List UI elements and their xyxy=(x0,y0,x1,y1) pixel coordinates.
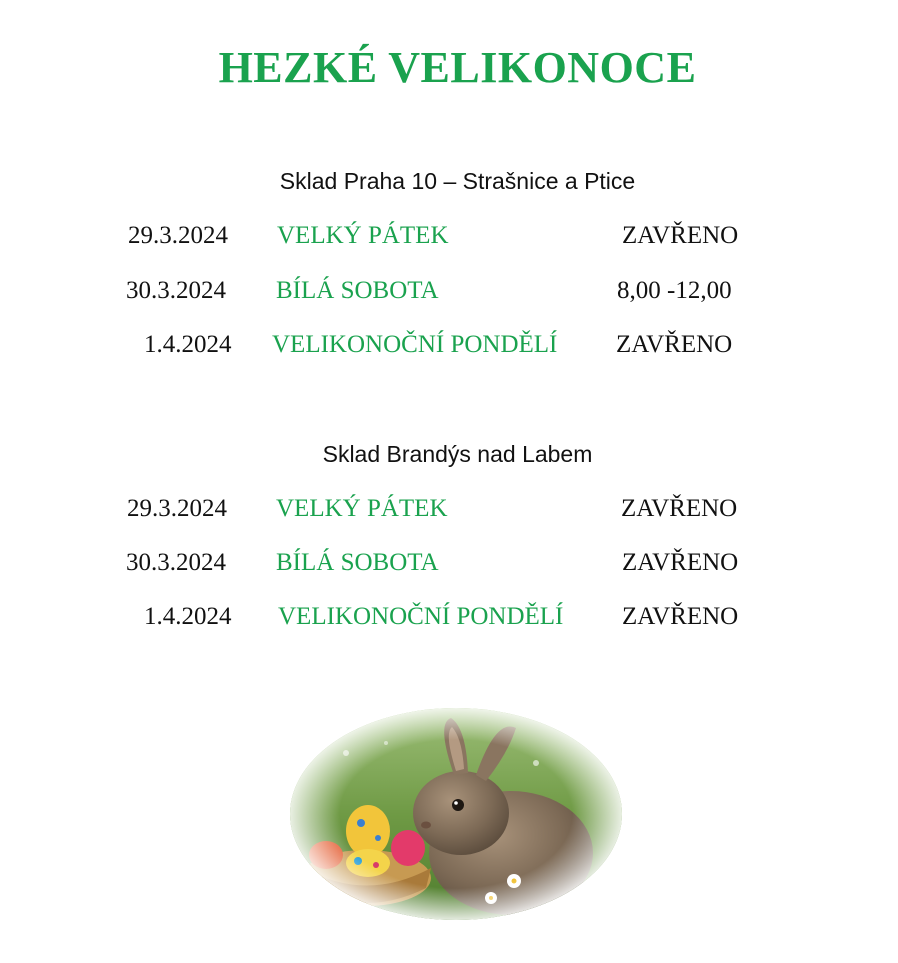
row-date: 30.3.2024 xyxy=(126,277,226,304)
row-day: VELKÝ PÁTEK xyxy=(276,495,448,522)
row-date: 29.3.2024 xyxy=(128,222,228,249)
row-status: ZAVŘENO xyxy=(622,222,739,249)
row-status: ZAVŘENO xyxy=(621,495,738,522)
row-day: BÍLÁ SOBOTA xyxy=(276,549,439,576)
section-heading-praha: Sklad Praha 10 – Strašnice a Ptice xyxy=(279,168,636,194)
row-day: VELIKONOČNÍ PONDĚLÍ xyxy=(278,603,564,630)
easter-bunny-image xyxy=(286,703,626,925)
row-status: ZAVŘENO xyxy=(622,549,739,576)
row-day: VELIKONOČNÍ PONDĚLÍ xyxy=(272,331,558,358)
row-date: 30.3.2024 xyxy=(126,549,226,576)
row-date: 1.4.2024 xyxy=(144,331,232,358)
page-title: HEZKÉ VELIKONOCE xyxy=(218,43,697,92)
row-status: ZAVŘENO xyxy=(622,603,739,630)
row-status: ZAVŘENO xyxy=(616,331,733,358)
row-date: 29.3.2024 xyxy=(127,495,227,522)
row-day: VELKÝ PÁTEK xyxy=(277,222,449,249)
row-date: 1.4.2024 xyxy=(144,603,232,630)
row-day: BÍLÁ SOBOTA xyxy=(276,277,439,304)
section-heading-brandys: Sklad Brandýs nad Labem xyxy=(322,441,593,467)
row-status: 8,00 -12,00 xyxy=(617,277,732,304)
